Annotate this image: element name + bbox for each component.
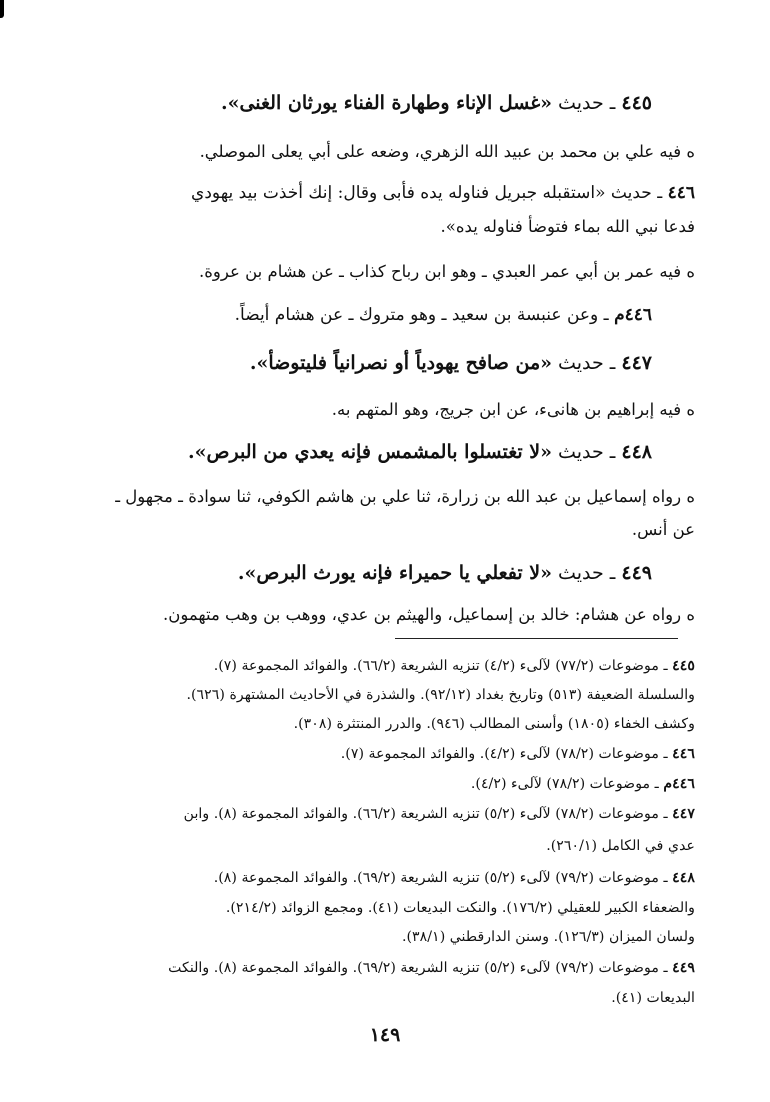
hadith-445-heading (221, 92, 652, 114)
footnote-text: ـ موضوعات (٧٨/٢) لآلىء (٥/٢) تنزيه الشريعة (٦٦/٢). والفوائد المجموعة (٨). وابن (183, 806, 668, 822)
dash: ـ (598, 305, 615, 325)
footnote-number: ٤٤٥ (672, 658, 695, 674)
footnote-text: ـ موضوعات (٧٧/٢) لآلىء (٤/٢) تنزيه الشريعة (٦٦/٢). والفوائد المجموعة (٧). (213, 658, 668, 674)
footnote-separator (395, 638, 678, 639)
hadith-449-note: ه رواه عن هشام: خالد بن إسماعيل، والهيثم بن عدي، ووهب بن وهب متهمون. (162, 605, 695, 624)
hadith-447-note: ه فيه إبراهيم بن هانىء، عن ابن جريج، وهو المتهم به. (331, 400, 695, 419)
hadith-number: ٤٤٨ (621, 441, 652, 463)
hadith-446-line1 (191, 183, 695, 203)
hadith-446m-line (235, 305, 652, 325)
footnote-449-line1 (168, 960, 695, 976)
hadith-quote: «غسل الإناء وطهارة الفناء يورثان الغنى». (220, 92, 553, 114)
hadith-number: ٤٤٧ (621, 352, 652, 374)
footnote-text: ـ موضوعات (٧٨/٢) لآلىء (٤/٢). (470, 776, 659, 792)
dash: ـ (603, 92, 622, 114)
footnote-445-line2: والسلسلة الضعيفة (٥١٣) وتاريخ بغداد (٩٢/١٢). والشذرة في الأحاديث المشتهرة (٦٢٦). (186, 687, 695, 703)
hadith-quote: «من صافح يهودياً أو نصرانياً فليتوضأ». (249, 352, 553, 374)
hadith-446-note: ه فيه عمر بن أبي عمر العبدي ـ وهو ابن رباح كذاب ـ عن هشام بن عروة. (199, 262, 695, 281)
footnote-449-line2: البديعات (٤١). (611, 990, 695, 1006)
footnote-445-line1 (214, 658, 695, 674)
footnote-445-line3: وكشف الخفاء (١٨٠٥) وأسنى المطالب (٩٤٦). والدرر المنتثرة (٣٠٨). (293, 716, 695, 732)
hadith-449-heading (238, 562, 652, 584)
dash: ـ (603, 441, 622, 463)
hadith-446-line2: فدعا نبي الله بماء فتوضأ فناوله يده». (440, 217, 695, 236)
hadith-number: ٤٤٦ (667, 183, 695, 203)
hadith-448-heading (188, 441, 652, 463)
hadith-text: «استقبله جبريل فناوله يده فأبى وقال: إنك أخذت بيد يهودي (191, 183, 606, 203)
footnote-448-line1 (214, 870, 695, 886)
page-number: ١٤٩ (369, 1024, 401, 1046)
scan-edge-mark (0, 0, 4, 18)
footnote-number: ٤٤٨ (672, 870, 695, 886)
hadith-number: ٤٤٦م (614, 305, 652, 325)
hadith-text: وعن عنبسة بن سعيد ـ وهو متروك ـ عن هشام أيضاً. (234, 305, 599, 325)
hadith-label: حديث (552, 441, 604, 463)
footnote-number: ٤٤٦م (663, 776, 695, 792)
footnote-number: ٤٤٦ (672, 746, 695, 762)
footnote-447-line1 (184, 806, 695, 822)
dash: ـ (603, 352, 622, 374)
footnote-number: ٤٤٩ (672, 960, 695, 976)
hadith-number: ٤٤٥ (621, 92, 652, 114)
hadith-448-note-line2: عن أنس. (631, 520, 695, 539)
hadith-447-heading (250, 352, 652, 374)
hadith-quote: «لا تفعلي يا حميراء فإنه يورث البرص». (237, 562, 553, 584)
dash: ـ (603, 562, 622, 584)
hadith-quote: «لا تغتسلوا بالمشمس فإنه يعدي من البرص». (188, 441, 553, 463)
hadith-label: حديث (552, 352, 604, 374)
footnote-448-line3: ولسان الميزان (١٢٦/٣). وسنن الدارقطني (٣٨/١). (401, 929, 695, 945)
footnote-text: ـ موضوعات (٧٨/٢) لآلىء (٤/٢). والفوائد المجموعة (٧). (340, 746, 668, 762)
footnote-text: ـ موضوعات (٧٩/٢) لآلىء (٥/٢) تنزيه الشريعة (٦٩/٢). والفوائد المجموعة (٨). (213, 870, 668, 886)
hadith-label: حديث (552, 92, 604, 114)
hadith-448-note-line1: ه رواه إسماعيل بن عبد الله بن زرارة، ثنا علي بن هاشم الكوفي، ثنا سوادة ـ مجهول ـ (115, 487, 695, 506)
footnote-number: ٤٤٧ (672, 806, 695, 822)
footnote-446m (471, 776, 695, 792)
hadith-number: ٤٤٩ (621, 562, 652, 584)
footnote-text: ـ موضوعات (٧٩/٢) لآلىء (٥/٢) تنزيه الشريعة (٦٩/٢). والفوائد المجموعة (٨). والنكت (168, 960, 668, 976)
footnote-447-line2: عدي في الكامل (٢٦٠/١). (546, 838, 695, 854)
footnote-448-line2: والضعفاء الكبير للعقيلي (١٧٦/٢). والنكت البديعات (٤١). ومجمع الزوائد (٢١٤/٢). (225, 900, 695, 916)
dash: ـ (651, 183, 668, 203)
footnote-446 (341, 746, 695, 762)
hadith-445-note: ه فيه علي بن محمد بن عبيد الله الزهري، وضعه على أبي يعلى الموصلي. (199, 142, 695, 161)
hadith-label: حديث (552, 562, 604, 584)
hadith-label: حديث (605, 183, 652, 203)
